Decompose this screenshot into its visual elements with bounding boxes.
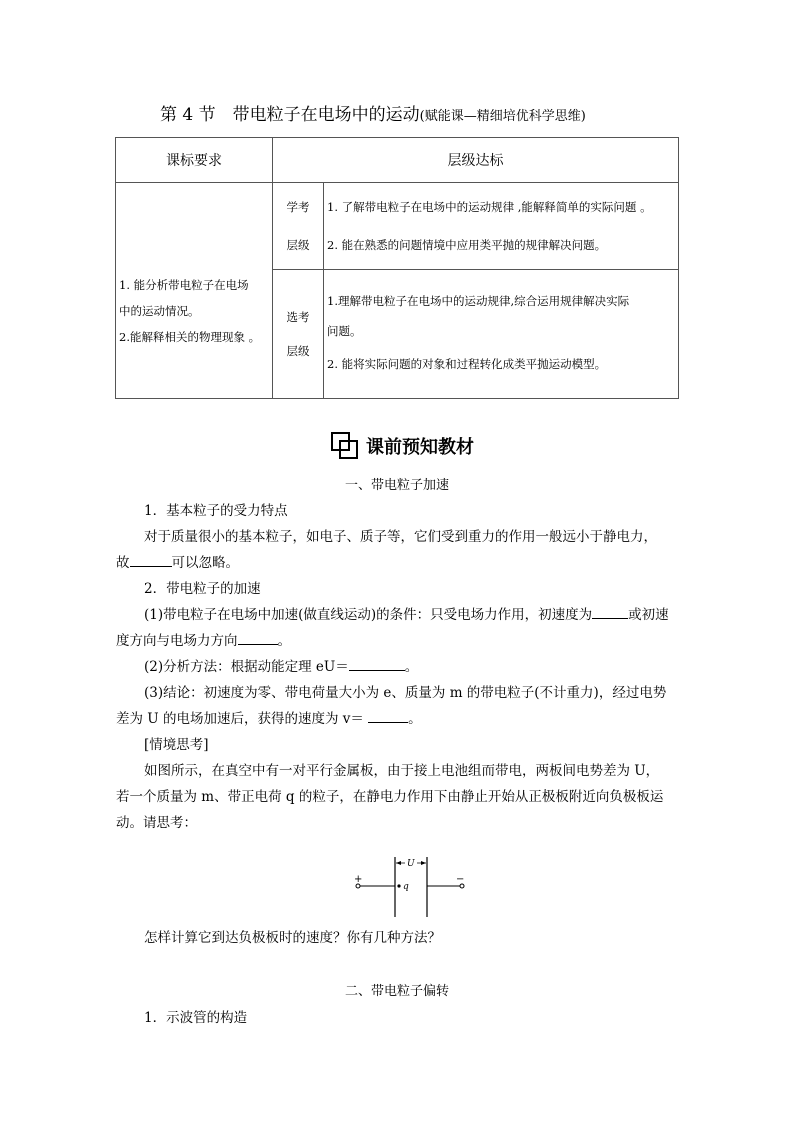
level-label: 层级	[286, 238, 310, 252]
requirements-cell	[116, 183, 273, 399]
subheading: 2．带电粒子的加速	[144, 581, 261, 597]
level-label: 选考	[286, 310, 310, 324]
level-label: 层级	[286, 344, 310, 358]
subheading: 1．基本粒子的受力特点	[144, 503, 288, 519]
section-squares-icon	[330, 431, 360, 461]
goal-line: 2. 能将实际问题的对象和过程转化成类平抛运动模型。	[327, 357, 607, 371]
title-sub: (赋能课—精细培优科学思维)	[419, 109, 586, 124]
paragraph-line: 若一个质量为 m、带正电荷 q 的粒子，在静电力作用下由静止开始从正极板附近向负极板运	[116, 789, 664, 805]
think-label: [情境思考]	[144, 737, 209, 753]
goal-line: 1.理解带电粒子在电场中的运动规律,综合运用规律解决实际	[327, 294, 630, 308]
answer-blank[interactable]	[368, 708, 408, 723]
goal-line: 问题。	[327, 324, 362, 338]
header-right: 层级达标	[273, 138, 679, 183]
section-title: 课前预知教材	[366, 437, 474, 458]
question-line	[116, 925, 680, 951]
subheading: 1．示波管的构造	[144, 1010, 248, 1026]
part1-heading: 一、带电粒子加速	[344, 478, 449, 493]
page-title	[160, 100, 586, 125]
level-xuankao-goals	[324, 270, 679, 399]
plus-sign: +	[354, 874, 363, 885]
paragraph-line: 如图所示，在真空中有一对平行金属板，由于接上电池组而带电，两板间电势差为 U，	[144, 763, 660, 779]
paragraph-line: (1)带电粒子在电场中加速(做直线运动)的条件：只受电场力作用，初速度为 或初速	[116, 602, 680, 628]
paragraph-line: 度方向与电场力方向 。	[116, 628, 680, 654]
goal-line: 2. 能在熟悉的问题情境中应用类平抛的规律解决问题。	[327, 238, 607, 252]
paragraph-line: 故 可以忽略。	[116, 550, 680, 576]
paragraph-line: 对于质量很小的基本粒子，如电子、质子等，它们受到重力的作用一般远小于静电力，	[144, 529, 657, 545]
charge-label: q	[403, 882, 409, 892]
answer-blank[interactable]	[349, 656, 405, 671]
part2-body	[116, 1005, 680, 1031]
goal-line: 1. 了解带电粒子在电场中的运动规律 ,能解释简单的实际问题 。	[327, 200, 652, 214]
title-main: 第 4 节 带电粒子在电场中的运动	[160, 105, 420, 125]
paragraph-line: (3)结论：初速度为零、带电荷量大小为 e、质量为 m 的带电粒子(不计重力)，经过电势	[144, 685, 667, 701]
level-label: 学考	[286, 200, 310, 214]
parallel-plates-diagram	[352, 855, 472, 920]
paragraph-line: 动。请思考：	[116, 815, 197, 831]
requirement-line: 1. 能分析带电粒子在电场	[119, 277, 249, 292]
level-xuekao	[273, 183, 324, 270]
question-text: 怎样计算它到达负极板时的速度？你有几种方法？	[144, 930, 441, 946]
answer-blank[interactable]	[130, 552, 172, 567]
level-xuekao-goals	[324, 183, 679, 270]
minus-sign: −	[456, 874, 465, 885]
answer-blank[interactable]	[592, 604, 628, 619]
level-xuankao	[273, 270, 324, 399]
section-heading	[330, 430, 474, 462]
charge-particle	[397, 884, 400, 887]
part2-heading: 二、带电粒子偏转	[344, 984, 449, 999]
header-left: 课标要求	[116, 138, 273, 183]
paragraph-line: 差为 U 的电场加速后，获得的速度为 v＝ 。	[116, 706, 680, 732]
requirement-line: 2.能解释相关的物理现象 。	[119, 329, 261, 344]
requirements-table	[115, 137, 679, 399]
paragraph-line: (2)分析方法：根据动能定理 eU＝ 。	[116, 654, 680, 680]
part1-body	[116, 498, 680, 836]
answer-blank[interactable]	[238, 630, 278, 645]
requirement-line: 中的运动情况。	[119, 303, 200, 318]
voltage-label: U	[407, 859, 415, 869]
